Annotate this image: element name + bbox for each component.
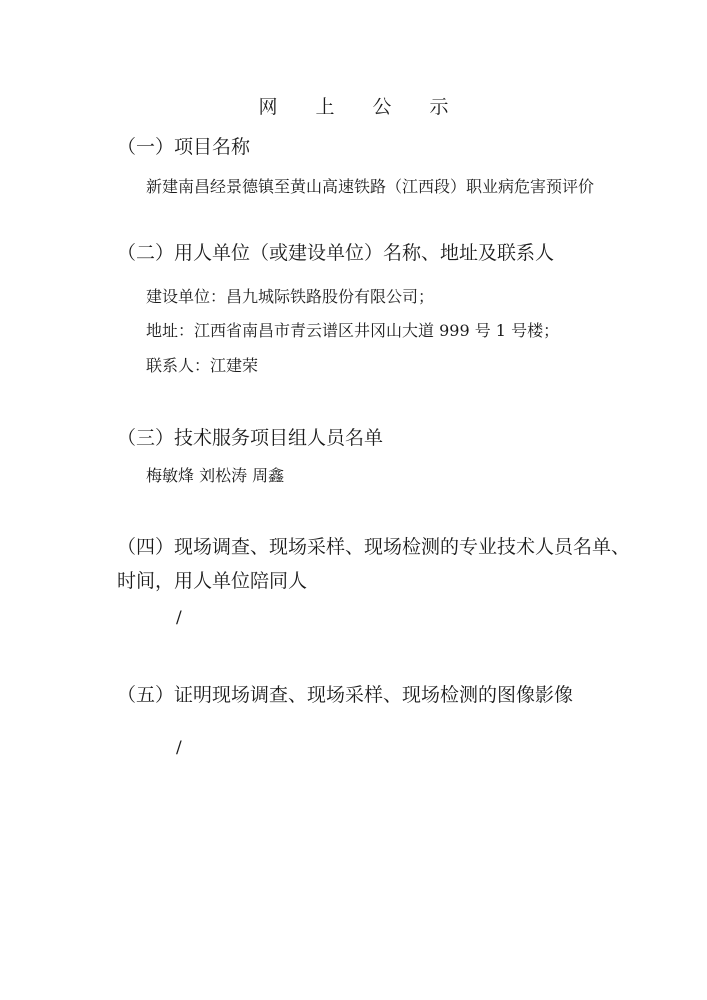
address: 地址：江西省南昌市青云谱区井冈山大道 999 号 1 号楼； bbox=[146, 321, 560, 340]
construction-unit: 建设单位：昌九城际铁路股份有限公司； bbox=[146, 287, 435, 306]
section-4-heading: （四）现场调查、现场采样、现场检测的专业技术人员名单、 bbox=[117, 536, 631, 558]
project-name: 新建南昌经景德镇至黄山高速铁路（江西段）职业病危害预评价 bbox=[146, 177, 595, 196]
team-members: 梅敏烽 刘松涛 周鑫 bbox=[146, 466, 285, 485]
page-title: 网 上 公 示 bbox=[258, 96, 465, 118]
section-5-heading: （五）证明现场调查、现场采样、现场检测的图像影像 bbox=[117, 684, 574, 706]
section-4-heading-continuation: 时间，用人单位陪同人 bbox=[117, 570, 308, 592]
section-4-empty-value: / bbox=[176, 608, 182, 628]
contact-person: 联系人：江建荣 bbox=[146, 356, 259, 375]
section-5-empty-value: / bbox=[176, 738, 182, 758]
section-2-heading: （二）用人单位（或建设单位）名称、地址及联系人 bbox=[117, 242, 555, 264]
section-3-heading: （三）技术服务项目组人员名单 bbox=[117, 427, 384, 449]
section-1-heading: （一）项目名称 bbox=[117, 136, 251, 158]
